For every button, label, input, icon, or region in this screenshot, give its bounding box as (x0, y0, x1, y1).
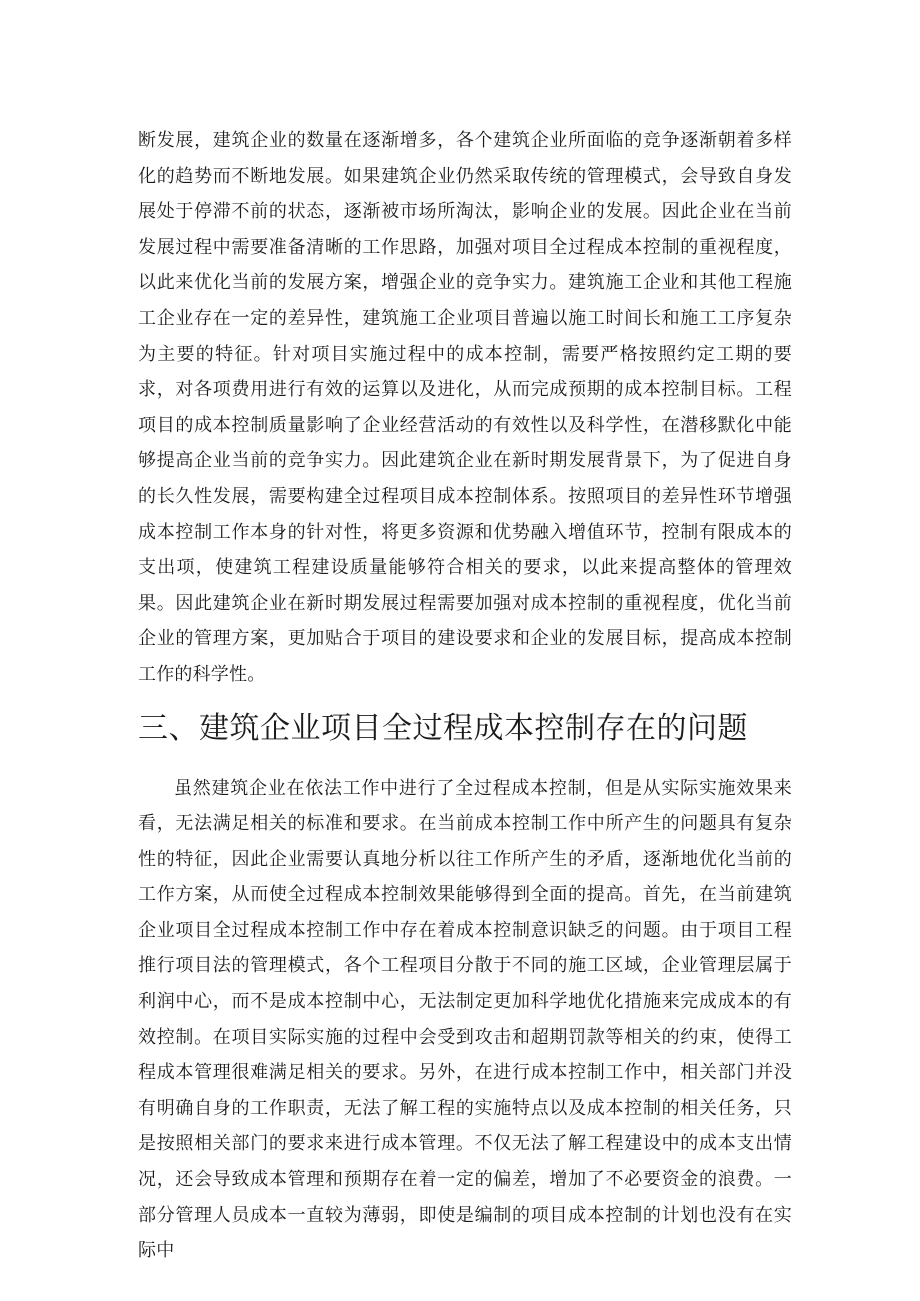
body-paragraph-continued: 断发展，建筑企业的数量在逐渐增多，各个建筑企业所面临的竞争逐渐朝着多样化的趋势而不断地发展。如果建筑企业仍然采取传统的管理模式，会导致自身发展处于停滞不前的状态，逐渐被市场所淘汰，影响企业的发展。因此企业在当前发展过程中需要准备清晰的工作思路，加强对项目全过程成本控制的重视程度，以此来优化当前的发展方案，增强企业的竞争实力。建筑施工企业和其他工程施工企业存在一定的差异性，建筑施工企业项目普遍以施工时间长和施工工序复杂为主要的特征。针对项目实施过程中的成本控制，需要严格按照约定工期的要求，对各项费用进行有效的运算以及进化，从而完成预期的成本控制目标。工程项目的成本控制质量影响了企业经营活动的有效性以及科学性，在潜移默化中能够提高企业当前的竞争实力。因此建筑企业在新时期发展背景下，为了促进自身的长久性发展，需要构建全过程项目成本控制体系。按照项目的差异性环节增强成本控制工作本身的针对性，将更多资源和优势融入增值环节，控制有限成本的支出项，使建筑工程建设质量能够符合相关的要求，以此来提高整体的管理效果。因此建筑企业在新时期发展过程需要加强对成本控制的重视程度，优化当前企业的管理方案，更加贴合于项目的建设要求和企业的发展目标，提高成本控制工作的科学性。 (138, 130, 792, 685)
body-paragraph: 虽然建筑企业在依法工作中进行了全过程成本控制，但是从实际实施效果来看，无法满足相关的标准和要求。在当前成本控制工作中所产生的问题具有复杂性的特征，因此企业需要认真地分析以往工作所产生的矛盾，逐渐地优化当前的工作方案，从而使全过程成本控制效果能够得到全面的提高。首先，在当前建筑企业项目全过程成本控制工作中存在着成本控制意识缺乏的问题。由于项目工程推行项目法的管理模式，各个工程项目分散于不同的施工区域，企业管理层属于利润中心，而不是成本控制中心，无法制定更加科学地优化措施来完成成本的有效控制。在项目实际实施的过程中会受到攻击和超期罚款等相关的约束，使得工程成本管理很难满足相关的要求。另外，在进行成本控制工作中，相关部门并没有明确自身的工作职责，无法了解工程的实施特点以及成本控制的相关任务，只是按照相关部门的要求来进行成本管理。不仅无法了解工程建设中的成本支出情况，还会导致成本管理和预期存在着一定的偏差，增加了不必要资金的浪费。一部分管理人员成本一直较为薄弱，即使是编制的项目成本控制的计划也没有在实际中 (138, 777, 792, 1262)
section-heading: 三、建筑企业项目全过程成本控制存在的问题 (138, 710, 748, 746)
document-body (138, 123, 792, 1269)
